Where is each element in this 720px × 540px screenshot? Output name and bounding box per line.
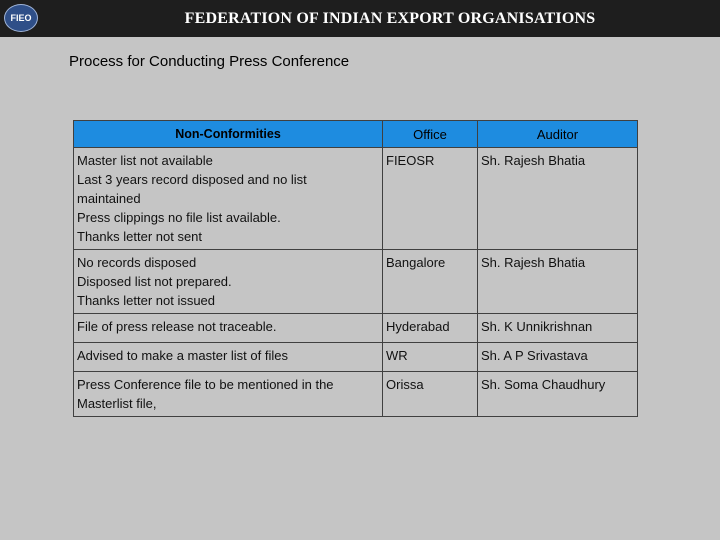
non-conformity-line: Thanks letter not issued <box>77 293 216 308</box>
non-conformity-line: Masterlist file, <box>77 396 157 411</box>
non-conformity-cell <box>74 148 383 250</box>
non-conformity-cell <box>74 343 383 372</box>
table-row <box>74 314 638 343</box>
auditor-cell: Sh. K Unnikrishnan <box>478 314 638 343</box>
page-title: Process for Conducting Press Conference <box>69 53 350 70</box>
header-bar <box>0 0 720 37</box>
office-cell: WR <box>383 343 478 372</box>
non-conformity-line: Master list not available <box>77 153 213 168</box>
office-cell: Orissa <box>383 372 478 417</box>
table-row <box>74 148 638 250</box>
column-header-non-conformities: Non-Conformities <box>74 121 383 148</box>
office-cell: Bangalore <box>383 250 478 314</box>
non-conformity-line: Last 3 years record disposed and no list <box>77 172 307 187</box>
auditor-cell: Sh. Rajesh Bhatia <box>478 148 638 250</box>
non-conformity-line: Disposed list not prepared. <box>77 274 232 289</box>
table-header-row <box>74 121 638 148</box>
non-conformity-line: Advised to make a master list of files <box>77 348 288 363</box>
non-conformity-line: File of press release not traceable. <box>77 319 277 334</box>
non-conformity-line: Thanks letter not sent <box>77 229 203 244</box>
findings-table <box>73 120 638 417</box>
non-conformity-line: No records disposed <box>77 255 197 270</box>
non-conformity-cell <box>74 372 383 417</box>
column-header-office: Office <box>383 121 478 148</box>
table-row <box>74 343 638 372</box>
auditor-cell: Sh. Soma Chaudhury <box>478 372 638 417</box>
office-cell: FIEOSR <box>383 148 478 250</box>
auditor-cell: Sh. A P Srivastava <box>478 343 638 372</box>
auditor-cell: Sh. Rajesh Bhatia <box>478 250 638 314</box>
non-conformity-cell <box>74 250 383 314</box>
non-conformity-cell <box>74 314 383 343</box>
table-row <box>74 372 638 417</box>
non-conformity-line: Press clippings no file list available. <box>77 210 281 225</box>
fieo-logo: FIEO <box>4 4 38 32</box>
table-row <box>74 250 638 314</box>
office-cell: Hyderabad <box>383 314 478 343</box>
non-conformity-line: Press Conference file to be mentioned in the <box>77 377 334 392</box>
column-header-auditor: Auditor <box>478 121 638 148</box>
header-title: FEDERATION OF INDIAN EXPORT ORGANISATIONS <box>184 10 596 27</box>
non-conformity-line: maintained <box>77 191 141 206</box>
